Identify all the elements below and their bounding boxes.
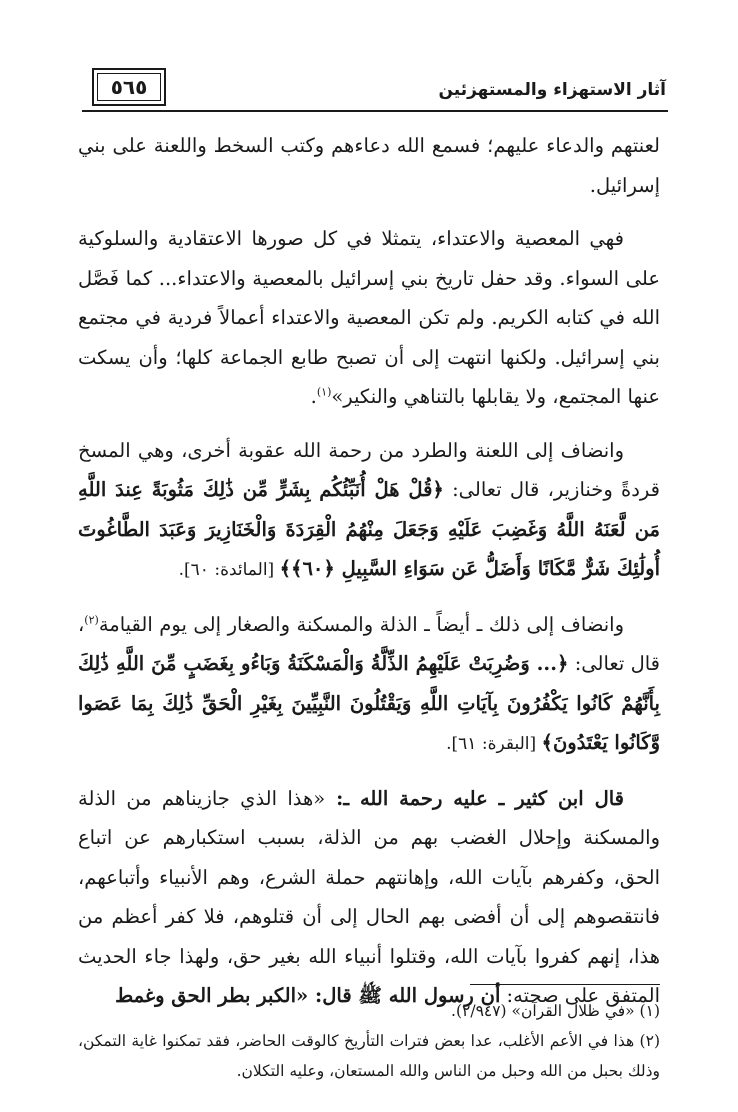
paragraph-2-end: . bbox=[310, 385, 317, 408]
footnote-1: (١) «في ظلال القرآن» (٢/٩٤٧). bbox=[451, 1002, 660, 1020]
header-rule bbox=[82, 110, 668, 112]
paragraph-4-mid: ، قال تعالى: bbox=[78, 612, 660, 675]
footnote-marker-2: (٢) bbox=[84, 613, 99, 626]
paragraph-5 bbox=[78, 779, 660, 1016]
quran-verse-maidah-60: ﴿قُلْ هَلْ أُنَبِّئُكُم بِشَرٍّ مِّن ذَٰلِكَ مَثُوبَةً عِندَ اللَّهِ مَن لَّعَنَهُ اللَّهُ وَغَضِبَ عَلَيْهِ وَجَعَلَ مِنْهُمُ الْقِرَدَةَ وَالْخَنَازِيرَ وَعَبَدَ الطَّاغُوتَ أُولَٰئِكَ شَرٌّ مَّكَانًا وَأَضَلُّ عَن سَوَاءِ السَّبِيلِ ﴿٦٠﴾﴾ bbox=[78, 478, 660, 580]
quran-verse-baqarah-61: ﴿... وَضُرِبَتْ عَلَيْهِمُ الذِّلَّةُ وَالْمَسْكَنَةُ وَبَاءُو بِغَضَبٍ مِّنَ اللَّهِ ذَٰلِكَ بِأَنَّهُمْ كَانُوا يَكْفُرُونَ بِآيَاتِ اللَّهِ وَيَقْتُلُونَ النَّبِيِّينَ بِغَيْرِ الْحَقِّ ذَٰلِكَ بِمَا عَصَوا وَّكَانُوا يَعْتَدُونَ﴾ bbox=[78, 652, 660, 754]
paragraph-3-intro: وانضاف إلى اللعنة والطرد من رحمة الله عقوبة أخرى، وهي المسخ قردةً وخنازير، قال تعالى: bbox=[78, 438, 660, 501]
paragraph-4 bbox=[78, 605, 660, 765]
paragraph-4-intro: وانضاف إلى ذلك ـ أيضاً ـ الذلة والمسكنة والصغار إلى يوم القيامة bbox=[98, 612, 624, 636]
paragraph-5-text: «هذا الذي جازيناهم من الذلة والمسكنة وإحلال الغضب بهم من الذلة، بسبب استكبارهم عن اتباع الحق، وكفرهم بآيات الله، وإهانتهم حملة الشرع، وهم الأنبياء وأتباعهم، فانتقصوهم إلى أن أفضى بهم الحال إلى أن قتلوهم، فلا كفر أعظم من هذا، إنهم كفروا بآيات الله، وقتلوا أنبياء الله بغير حق، ولهذا جاء الحديث المتفق على صحته: bbox=[78, 786, 660, 1007]
ibn-kathir-lead: قال ابن كثير ـ عليه رحمة الله ـ: bbox=[325, 786, 624, 810]
footnote-marker-1: (١) bbox=[316, 385, 332, 399]
paragraph-2-text: فهي المعصية والاعتداء، يتمثلا في كل صورها الاعتقادية والسلوكية على السواء. وقد حفل تاريخ بني إسرائيل بالمعصية والاعتداء... كما فَصَّل الله في كتابه الكريم. ولم تكن المعصية والاعتداء أعمالاً فردية في مجتمع بني إسرائيل. ولكنها انتهت إلى أن تصبح طابع الجماعة كلها؛ وأن يسكت عنها المجتمع، ولا يقابلها بالتناهي والنكير» bbox=[78, 227, 660, 408]
footnote-rule bbox=[470, 984, 660, 985]
page-number-box bbox=[92, 68, 166, 106]
paragraph-2 bbox=[78, 219, 660, 417]
paragraph-1: لعنتهم والدعاء عليهم؛ فسمع الله دعاءهم وكتب السخط واللعنة على بني إسرائيل. bbox=[78, 134, 660, 197]
paragraph-3 bbox=[78, 431, 660, 591]
footnotes bbox=[78, 996, 660, 1086]
verse-reference-maidah: [المائدة: ٦٠]. bbox=[178, 560, 280, 580]
hadith-text: أن رسول الله ﷺ قال: «الكبر بطر الحق وغمط bbox=[115, 984, 501, 1007]
page-number: ٥٦٥ bbox=[110, 75, 148, 99]
running-title: آثار الاستهزاء والمستهزئين bbox=[438, 80, 666, 100]
verse-reference-baqarah: [البقرة: ٦١]. bbox=[446, 734, 542, 754]
footnote-2: (٢) هذا في الأعم الأغلب، عدا بعض فترات التأريخ كالوقت الحاضر، فقد تمكنوا غاية التمكن، وذلك بحبل من الله وحبل من الناس والله المستعان، وعليه التكلان. bbox=[78, 1032, 660, 1080]
main-text bbox=[78, 126, 660, 1030]
